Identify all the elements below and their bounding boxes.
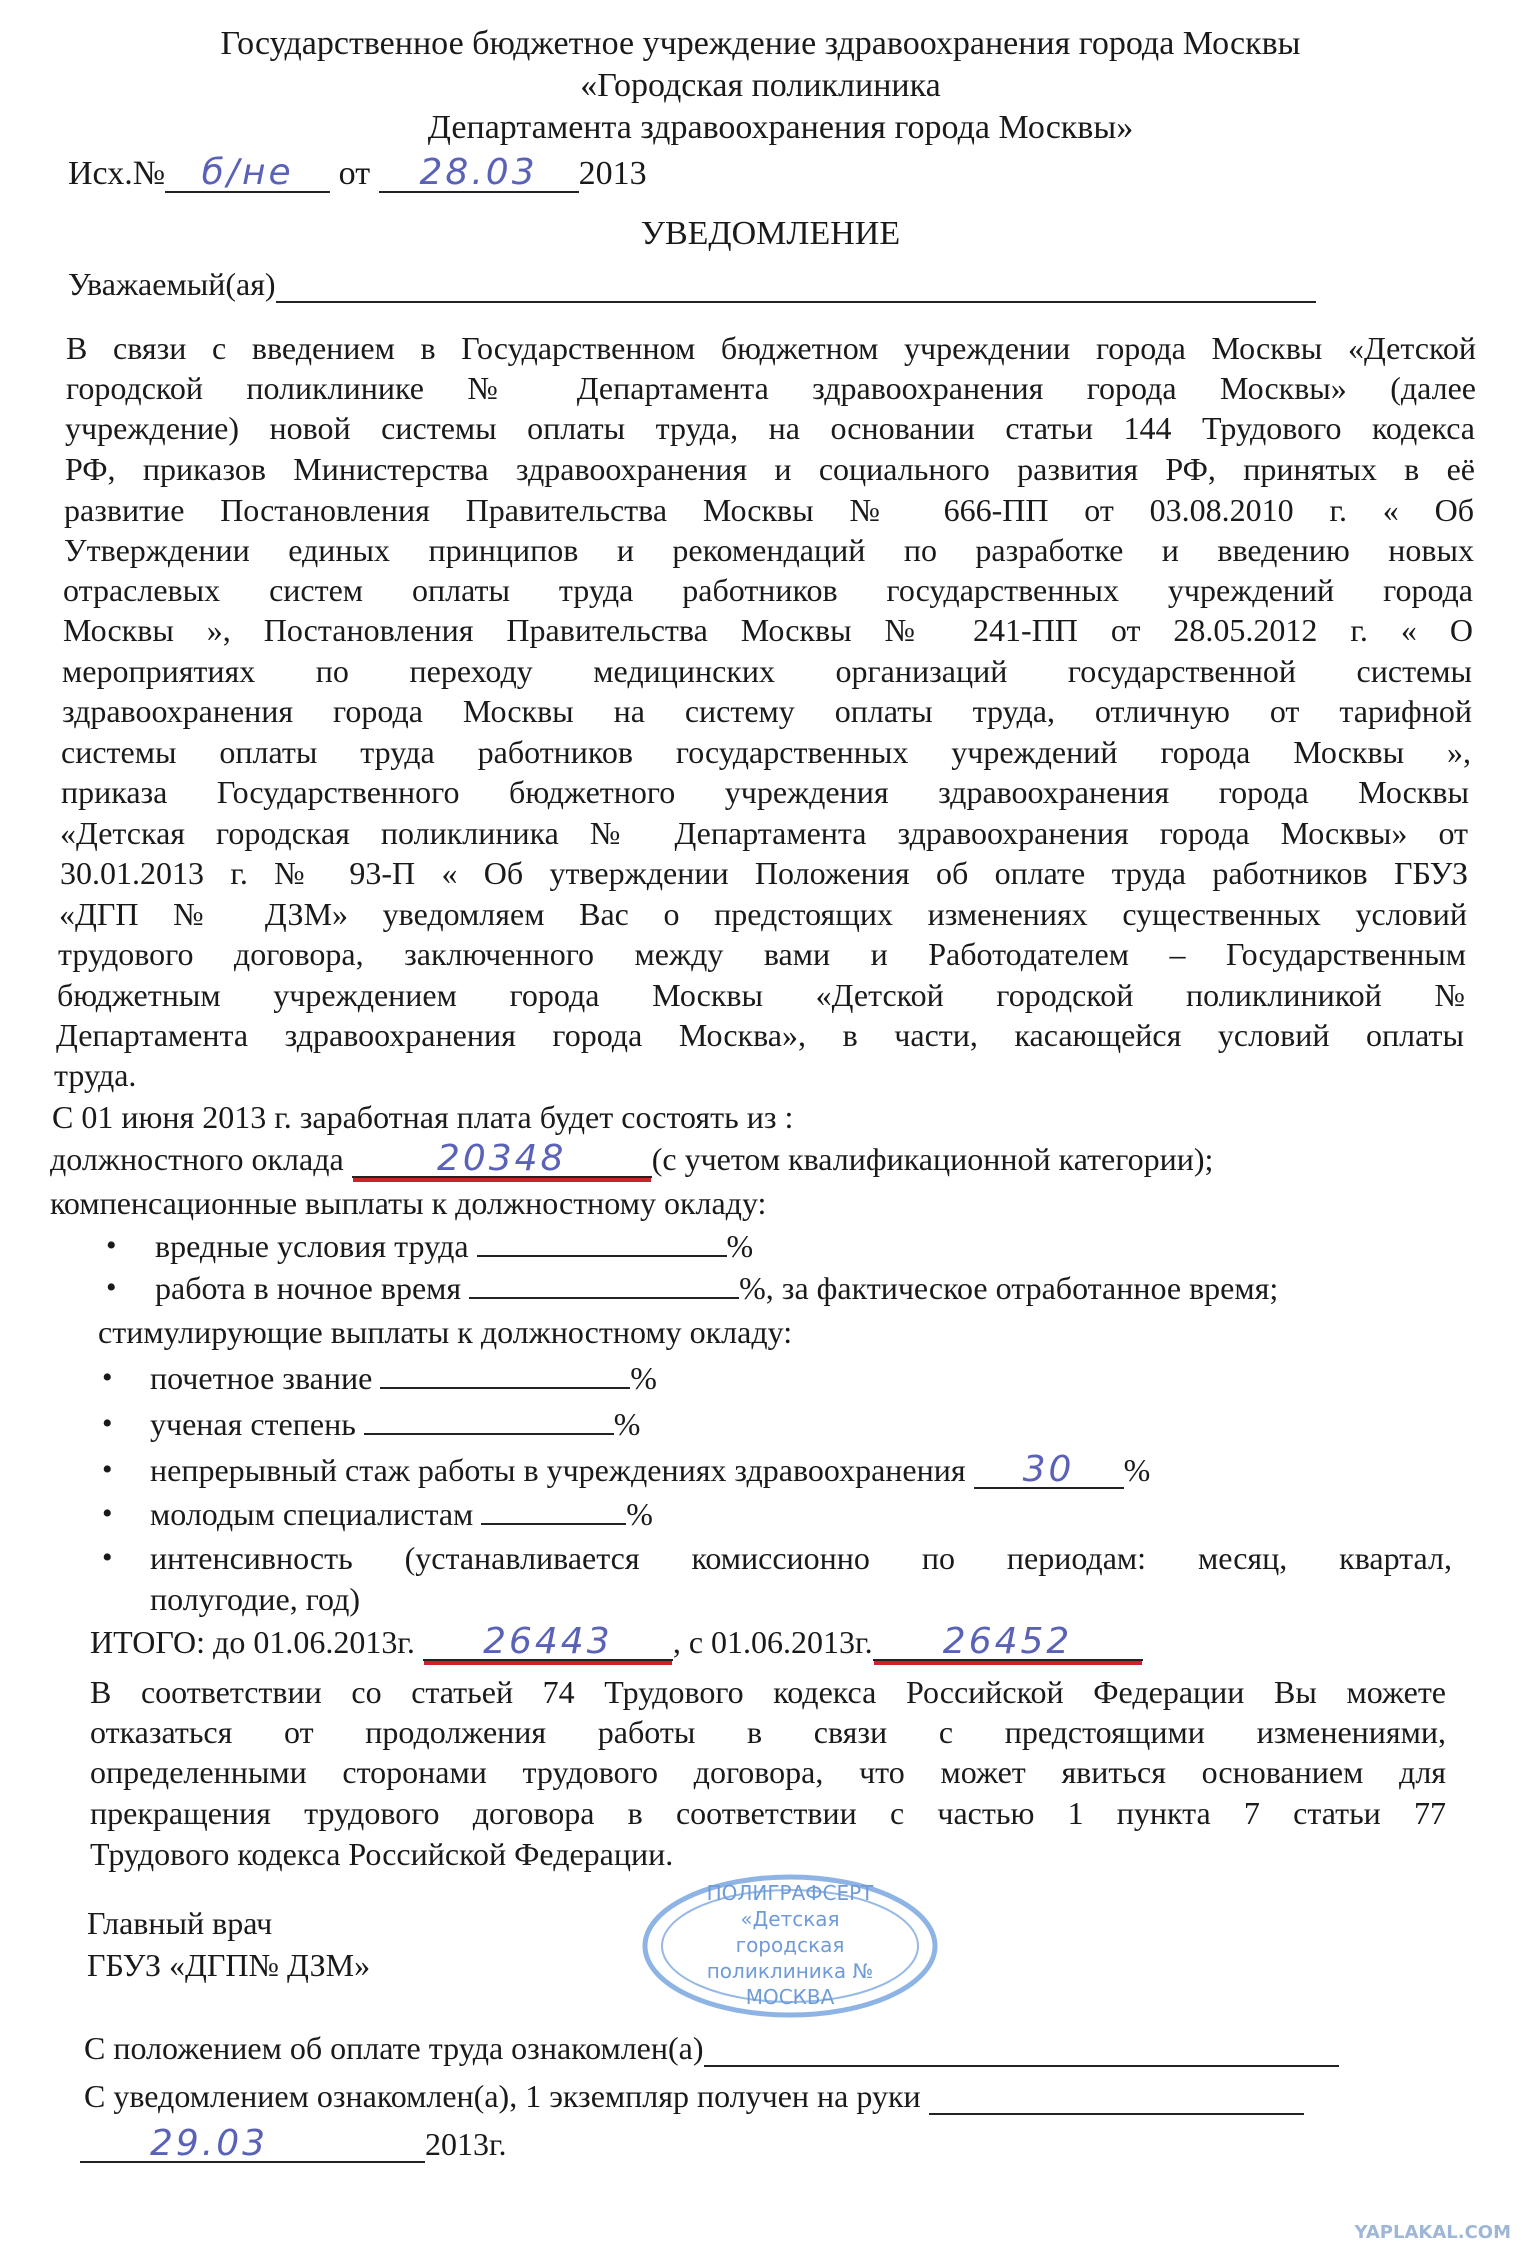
ref-label: Исх.№	[68, 155, 166, 192]
body-line: Департамента здравоохранения города Москва», в части, касающейся условий оплаты	[56, 1017, 1464, 1053]
body-line: учреждение) новой системы оплаты труда, на основании статьи 144 Трудового кодекса	[65, 410, 1475, 446]
body-line: бюджетным учреждением города Москвы «Детской городской поликлиникой №	[57, 977, 1465, 1013]
bullet: •	[102, 1361, 113, 1394]
stim-item	[150, 1358, 657, 1398]
ack-date-handwritten: 29.03	[150, 2123, 269, 2164]
document-title: УВЕДОМЛЕНИЕ	[640, 215, 901, 252]
body-line: трудового договора, заключенного между вами и Работодателем – Государственным	[58, 936, 1466, 972]
stim-item	[150, 1450, 1150, 1490]
body-line: РФ, приказов Министерства здравоохранения и социального развития РФ, принятых в её	[65, 451, 1475, 487]
ack-year: 2013г.	[425, 2126, 507, 2162]
comp-item-label: работа в ночное время	[155, 1270, 462, 1306]
stim-heading: стимулирующие выплаты к должностному окладу:	[98, 1314, 793, 1350]
signer-org: ГБУЗ «ДГП№ ДЗМ»	[87, 1947, 371, 1983]
stim-item-label: ученая степень	[150, 1406, 356, 1442]
body-line: труда.	[54, 1057, 137, 1093]
date-handwritten: 28.03	[419, 152, 538, 193]
total-line	[90, 1622, 1143, 1662]
stim-item-suffix: %	[613, 1406, 641, 1442]
ack-policy-signature-field	[704, 2031, 1339, 2067]
closing-line: отказаться от продолжения работы в связи с предстоящими изменениями,	[90, 1714, 1446, 1750]
total-before-handwritten: 26443	[483, 1621, 613, 1662]
date-label: от	[338, 155, 371, 192]
stim-item-label-cont: полугодие, год)	[150, 1581, 361, 1617]
bullet: •	[102, 1497, 113, 1530]
watermark: YAPLAKAL.COM	[1354, 2222, 1511, 2243]
signer-position: Главный врач	[87, 1905, 273, 1941]
stim-item-label: почетное звание	[150, 1360, 373, 1396]
comp-item-suffix: %, за фактическое отработанное время;	[739, 1270, 1279, 1306]
base-salary-field	[352, 1138, 652, 1179]
stim-item-suffix: %	[630, 1360, 657, 1396]
total-before-field	[423, 1621, 673, 1662]
bullet: •	[106, 1229, 117, 1262]
closing-line: прекращения трудового договора в соответствии с частью 1 пункта 7 статьи 77	[90, 1795, 1446, 1831]
comp-item	[155, 1268, 1278, 1308]
date-field	[379, 152, 579, 193]
closing-line: В соответствии со статьей 74 Трудового кодекса Российской Федерации Вы можете	[90, 1674, 1446, 1710]
stamp-ring-bottom: МОСКВА	[745, 1985, 835, 2009]
body-line: приказа Государственного бюджетного учреждения здравоохранения города Москвы	[61, 774, 1469, 810]
body-line: развитие Постановления Правительства Москвы № 666-ПП от 03.08.2010 г. « Об	[64, 492, 1474, 528]
base-salary-handwritten: 20348	[436, 1138, 567, 1179]
body-line: «Детская городская поликлиника № Департамента здравоохранения города Москвы» от	[60, 815, 1468, 851]
stim-item-label: непрерывный стаж работы в учреждениях здравоохранения	[150, 1452, 966, 1488]
ref-number-handwritten: б/не	[201, 152, 294, 193]
ack-date-line	[80, 2124, 507, 2164]
comp-item	[155, 1226, 753, 1266]
body-line: мероприятиях по переходу медицинских организаций государственной системы	[62, 653, 1472, 689]
bullet: •	[102, 1407, 113, 1440]
body-line: здравоохранения города Москвы на систему оплаты труда, отличную от тарифной	[62, 693, 1472, 729]
bullet: •	[106, 1271, 117, 1304]
stim-item-label: молодым специалистам	[150, 1496, 474, 1532]
body-line: Утверждении единых принципов и рекомендаций по разработке и введению новых	[64, 532, 1474, 568]
total-after-handwritten: 26452	[942, 1621, 1073, 1662]
body-line: Москвы », Постановления Правительства Москвы № 241-ПП от 28.05.2012 г. « О	[63, 612, 1473, 648]
body-line: городской поликлинике № Департамента здравоохранения города Москвы» (далее	[66, 370, 1476, 406]
total-mid-label: , с 01.06.2013г.	[672, 1624, 873, 1660]
stamp-center-3: поликлиника №	[706, 1959, 874, 1983]
total-label: ИТОГО: до 01.06.2013г.	[90, 1624, 415, 1660]
header-line-1: Государственное бюджетное учреждение здравоохранения города Москвы	[220, 25, 1301, 62]
salary-intro: С 01 июня 2013 г. заработная плата будет состоять из :	[52, 1099, 794, 1135]
body-line: «ДГП № ДЗМ» уведомляем Вас о предстоящих изменениях существенных условий	[59, 896, 1467, 932]
addressee-field	[276, 267, 1316, 303]
ack-policy-label: С положением об оплате труда ознакомлен(а)	[84, 2030, 704, 2066]
salutation	[68, 264, 1316, 304]
body-line: 30.01.2013 г. № 93-П « Об утверждении Положения об оплате труда работников ГБУЗ	[60, 855, 1468, 891]
stim-item-field	[364, 1433, 614, 1435]
stim-item	[150, 1494, 653, 1534]
ack-notice-label: С уведомлением ознакомлен(а), 1 экземпляр получен на руки	[84, 2078, 921, 2114]
comp-item-suffix: %	[726, 1228, 754, 1264]
ack-notice-line	[84, 2076, 1304, 2116]
header-line-2: «Городская поликлиника	[580, 67, 941, 104]
bullet: •	[102, 1541, 113, 1574]
stim-item-suffix: %	[626, 1496, 653, 1532]
reference-line	[68, 154, 647, 194]
body-line: отраслевых систем оплаты труда работников государственных учреждений города	[63, 572, 1473, 608]
stamp-center-1: «Детская	[740, 1907, 840, 1931]
stim-item-field	[481, 1523, 626, 1525]
ack-notice-signature-field	[929, 2079, 1304, 2115]
body-line: В связи с введением в Государственном бюджетном учреждении города Москвы «Детской	[66, 330, 1476, 366]
header-line-3: Департамента здравоохранения города Москвы»	[427, 109, 1134, 146]
stim-item-field	[974, 1449, 1124, 1490]
base-salary-suffix: (с учетом квалификационной категории);	[651, 1141, 1214, 1177]
base-salary-label: должностного оклада	[50, 1141, 344, 1177]
stim-item-suffix: %	[1123, 1452, 1151, 1488]
closing-line: определенными сторонами трудового договора, что может явиться основанием для	[90, 1754, 1446, 1790]
stim-item-label: интенсивность (устанавливается комиссионно по периодам: месяц, квартал,	[150, 1540, 1452, 1576]
body-line: системы оплаты труда работников государственных учреждений города Москвы »,	[61, 734, 1471, 770]
stim-item-field	[380, 1387, 630, 1389]
salutation-label: Уважаемый(ая)	[68, 266, 276, 302]
stamp-ring-top: ПОЛИГРАФСЕРТ	[706, 1881, 874, 1905]
comp-item-field	[477, 1255, 727, 1257]
comp-item-label: вредные условия труда	[155, 1228, 469, 1264]
closing-line: Трудового кодекса Российской Федерации.	[90, 1836, 674, 1872]
base-salary-line	[50, 1139, 1213, 1179]
bullet: •	[102, 1453, 113, 1486]
stim-item	[150, 1404, 640, 1444]
comp-heading: компенсационные выплаты к должностному окладу:	[50, 1185, 767, 1221]
seniority-percent-handwritten: 30	[1022, 1449, 1075, 1490]
total-after-field	[873, 1621, 1143, 1662]
ack-date-field	[80, 2123, 425, 2164]
ack-policy-line	[84, 2028, 1339, 2068]
comp-item-field	[469, 1297, 739, 1299]
stamp-center-2: городская	[735, 1933, 845, 1957]
ref-number-field	[165, 152, 330, 193]
ref-year: 2013	[578, 155, 647, 192]
